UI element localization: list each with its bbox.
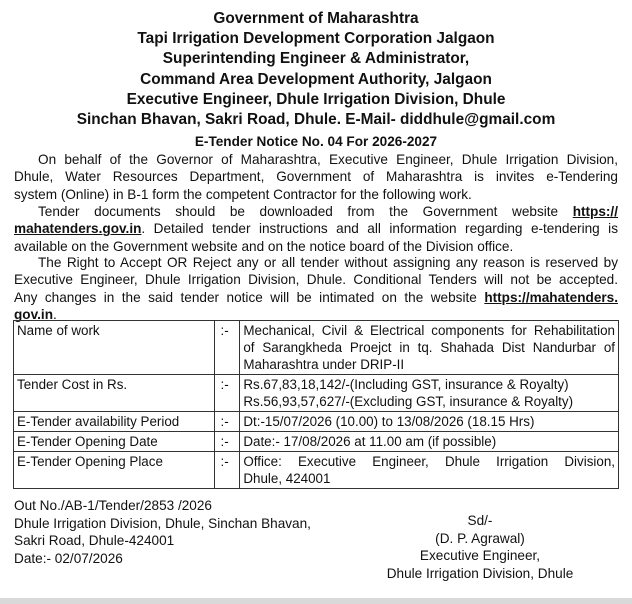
row-separator: :- bbox=[214, 412, 240, 432]
name-of-work-line-3: Maharashtra under DRIP-II bbox=[243, 357, 405, 372]
paragraph-download-rest: . Detailed tender instructions and all information regarding e-tendering is bbox=[141, 221, 618, 237]
name-of-work-line-1: Mechanical, Civil & Electrical components for Rehabilitation bbox=[243, 323, 615, 338]
signatory-name: (D. P. Agrawal) bbox=[435, 530, 525, 546]
header-line-superintending: Superintending Engineer & Administrator, bbox=[162, 50, 470, 68]
outward-reference-block bbox=[14, 497, 311, 567]
tender-cost-excluding-gst: Rs.56,93,57,627/-(Excluding GST, insurance & Royalty) bbox=[243, 394, 574, 409]
paragraph-invitation bbox=[14, 151, 618, 203]
row-value-availability-period bbox=[240, 412, 619, 432]
paragraph-invitation-line-1: On behalf of the Governor of Maharashtra, Executive Engineer, Dhule Irrigation Division, bbox=[38, 152, 618, 167]
paragraph-download-line-3: available on the Government website and on the notice board of the Division office. bbox=[14, 238, 514, 254]
row-separator: :- bbox=[214, 375, 240, 412]
website-link-2-part-1[interactable]: https://mahatenders. bbox=[484, 289, 619, 305]
table-row-tender-cost bbox=[14, 375, 619, 412]
header-line-corporation: Tapi Irrigation Development Corporation Jalgaon bbox=[137, 30, 495, 48]
paragraph-download bbox=[14, 203, 618, 255]
table-row-opening-date bbox=[14, 432, 619, 452]
row-label-name-of-work: Name of work bbox=[14, 321, 215, 375]
header-line-government: Government of Maharashtra bbox=[213, 10, 419, 27]
paragraph-rights-line-3 bbox=[14, 289, 618, 306]
table-row-opening-place bbox=[14, 452, 619, 489]
paragraph-download-line-1 bbox=[14, 203, 618, 220]
signature-block bbox=[330, 512, 630, 582]
tender-details-table bbox=[13, 320, 619, 489]
paragraph-rights bbox=[14, 254, 618, 324]
tender-cost-including-gst: Rs.67,83,18,142/-(Including GST, insurance & Royalty) bbox=[243, 377, 569, 392]
row-label-tender-cost: Tender Cost in Rs. bbox=[14, 375, 215, 412]
paragraph-download-text: Tender documents should be downloaded from the Government website bbox=[38, 204, 559, 219]
opening-place-line-1: Office: Executive Engineer, Dhule Irrigation Division, bbox=[243, 454, 615, 469]
office-address-line-2: Sakri Road, Dhule-424001 bbox=[14, 533, 175, 549]
signature-mark: Sd/- bbox=[467, 513, 493, 528]
opening-place-line-2: Dhule, 424001 bbox=[243, 471, 331, 486]
paragraph-invitation-line-3: system (Online) in B-1 form the competent Contractor for the following work. bbox=[14, 186, 472, 202]
opening-date-value: Date:- 17/08/2026 at 11.00 am (if possible) bbox=[243, 434, 497, 449]
website-link-part-1[interactable]: https:// bbox=[572, 204, 618, 219]
notice-title: E-Tender Notice No. 04 For 2026-2027 bbox=[194, 134, 438, 149]
table-row-name-of-work bbox=[14, 321, 619, 375]
row-separator: :- bbox=[214, 321, 240, 375]
header-line-address-email: Sinchan Bhavan, Sakri Road, Dhule. E-Mail- diddhule@gmail.com bbox=[76, 111, 556, 129]
paragraph-invitation-line-2: Dhule, Water Resources Department, Government of Maharashtra is invites e-Tendering bbox=[14, 169, 618, 185]
row-value-opening-date bbox=[240, 432, 619, 452]
table-row-availability-period bbox=[14, 412, 619, 432]
row-label-availability-period: E-Tender availability Period bbox=[14, 412, 215, 432]
paragraph-rights-end: . bbox=[53, 307, 57, 323]
office-address-line-1: Dhule Irrigation Division, Dhule, Sinchan Bhavan, bbox=[14, 515, 311, 531]
row-label-opening-place: E-Tender Opening Place bbox=[14, 452, 215, 489]
paragraph-rights-line-1: The Right to Accept OR Reject any or all tender without assigning any reason is reserved by bbox=[38, 255, 618, 270]
row-label-opening-date: E-Tender Opening Date bbox=[14, 432, 215, 452]
website-link-2-part-2[interactable]: gov.in bbox=[14, 307, 54, 323]
page-bottom-edge bbox=[0, 598, 632, 604]
outward-number: Out No./AB-1/Tender/2853 /2026 bbox=[14, 498, 212, 513]
signatory-office: Dhule Irrigation Division, Dhule bbox=[386, 565, 574, 581]
row-value-name-of-work bbox=[240, 321, 619, 375]
availability-period-dates: Dt:-15/07/2026 (10.00) to 13/08/2026 (18.15 Hrs) bbox=[243, 414, 535, 429]
signatory-designation: Executive Engineer, bbox=[419, 548, 541, 564]
row-value-opening-place bbox=[240, 452, 619, 489]
name-of-work-line-2: of Sarangkheda Proejct in tq. Shahada Dist Nandurbar of bbox=[243, 340, 615, 355]
paragraph-rights-line-2: Executive Engineer, Dhule Irrigation Division, Dhule. Conditional Tenders will not be accepted. bbox=[14, 272, 618, 288]
issue-date: Date:- 02/07/2026 bbox=[14, 550, 123, 566]
header-line-executive-engineer: Executive Engineer, Dhule Irrigation Division, Dhule bbox=[126, 90, 506, 108]
row-value-tender-cost bbox=[240, 375, 619, 412]
paragraph-download-line-2 bbox=[14, 220, 618, 237]
row-separator: :- bbox=[214, 432, 240, 452]
paragraph-rights-text: Any changes in the said tender notice will be intimated on the website bbox=[14, 289, 477, 305]
header-line-command-area: Command Area Development Authority, Jalgaon bbox=[140, 70, 492, 88]
notice-header bbox=[0, 9, 632, 130]
row-separator: :- bbox=[214, 452, 240, 489]
website-link-part-2[interactable]: mahatenders.gov.in bbox=[14, 221, 142, 237]
